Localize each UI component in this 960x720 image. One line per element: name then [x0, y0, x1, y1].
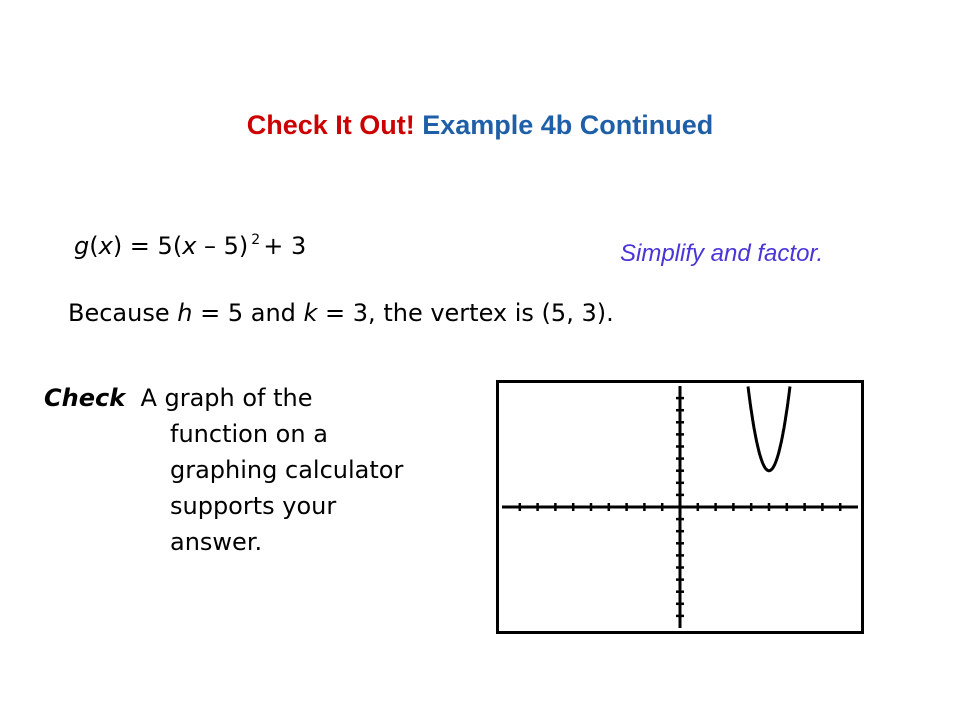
vertex-explanation	[68, 299, 614, 327]
simplify-note: Simplify and factor.	[620, 240, 824, 267]
because-post: = 3, the vertex is (5, 3).	[317, 299, 614, 327]
because-pre: Because	[68, 299, 178, 327]
check-line-4: supports your	[170, 492, 337, 520]
title-check-it-out: Check It Out!	[246, 110, 415, 140]
vertex-form-equation: g(x) = 5(x – 5) $^2$ + 3	[74, 232, 307, 260]
title-example: Example 4b Continued	[422, 110, 714, 140]
equation-variable: x	[98, 232, 113, 260]
equation-middle: ) = 5(	[112, 232, 183, 260]
equation-variable-2: x	[182, 232, 197, 260]
equation-inner: – 5)	[196, 232, 249, 260]
check-label: Check	[44, 384, 126, 412]
because-mid: = 5 and	[192, 299, 304, 327]
calculator-graph	[496, 380, 864, 634]
check-line-5: answer.	[170, 528, 263, 556]
check-line-1: A graph of the	[140, 384, 313, 412]
because-k: k	[303, 299, 318, 327]
check-line-3: graphing calculator	[170, 456, 404, 484]
check-line-2: function on a	[170, 420, 328, 448]
equation-tail: + 3	[263, 232, 307, 260]
equation-exponent: 2	[251, 232, 261, 248]
check-statement	[44, 380, 484, 560]
equation-function-name: g	[74, 232, 90, 260]
slide-title	[0, 110, 960, 141]
because-h: h	[177, 299, 193, 327]
